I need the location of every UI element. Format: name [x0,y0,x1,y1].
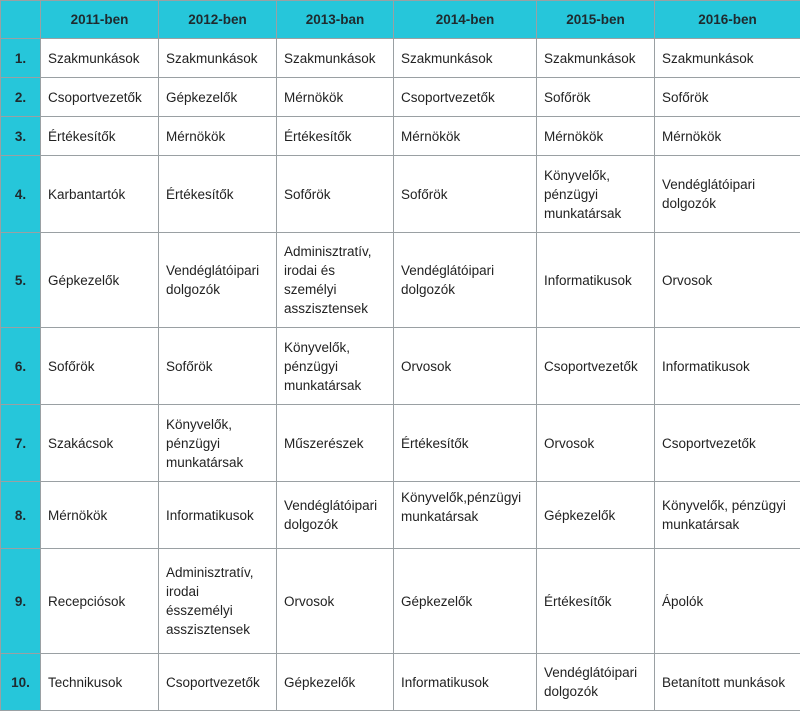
rank-label: 1. [1,39,41,78]
table-cell: Sofőrök [277,156,394,233]
table-cell: Csoportvezetők [655,405,800,482]
table-cell: Mérnökök [537,117,655,156]
table-cell: Sofőrök [41,328,159,405]
table-cell: Szakmunkások [277,39,394,78]
table-row [1,328,800,405]
table-cell: Gépkezelők [277,654,394,711]
table-cell: Sofőrök [655,78,800,117]
table-cell: Gépkezelők [41,233,159,328]
table-cell: Mérnökök [394,117,537,156]
table-cell: Értékesítők [159,156,277,233]
year-header-2014: 2014-ben [394,1,537,39]
table-cell: Szakmunkások [41,39,159,78]
table-row [1,549,800,654]
table-cell: Szakmunkások [655,39,800,78]
rank-label: 10. [1,654,41,711]
rank-label: 3. [1,117,41,156]
table-cell: Könyvelők, pénzügyi munkatársak [277,328,394,405]
table-cell: Szakácsok [41,405,159,482]
table-cell: Orvosok [537,405,655,482]
table-cell: Vendéglátóipari dolgozók [159,233,277,328]
table-row [1,654,800,711]
rank-label: 8. [1,482,41,549]
table-cell: Mérnökök [655,117,800,156]
table-cell: Könyvelők, pénzügyi munkatársak [537,156,655,233]
table-cell: Értékesítők [41,117,159,156]
table-cell: Informatikusok [655,328,800,405]
table-row [1,39,800,78]
table-cell: Sofőrök [394,156,537,233]
table-cell: Betanított munkások [655,654,800,711]
table-cell: Technikusok [41,654,159,711]
table-cell: Sofőrök [537,78,655,117]
table-cell: Szakmunkások [537,39,655,78]
table-cell: Informatikusok [537,233,655,328]
table-cell: Szakmunkások [159,39,277,78]
table-cell: Ápolók [655,549,800,654]
table-cell: Vendéglátóipari dolgozók [537,654,655,711]
year-header-2015: 2015-ben [537,1,655,39]
table-row [1,233,800,328]
year-header-2016: 2016-ben [655,1,800,39]
table-row [1,482,800,549]
table-cell: Gépkezelők [159,78,277,117]
table-row [1,78,800,117]
rank-label: 9. [1,549,41,654]
table-cell: Vendéglátóipari dolgozók [394,233,537,328]
table-row [1,156,800,233]
table-cell: Csoportvezetők [159,654,277,711]
rank-label: 2. [1,78,41,117]
table-cell: Orvosok [655,233,800,328]
table-cell: Mérnökök [41,482,159,549]
rank-label: 6. [1,328,41,405]
table-cell: Csoportvezetők [394,78,537,117]
table-cell: Értékesítők [277,117,394,156]
corner-header [1,1,41,39]
year-header-2013: 2013-ban [277,1,394,39]
rank-label: 4. [1,156,41,233]
table-cell: Adminisztratív, irodai és személyi asszisztensek [277,233,394,328]
table-row [1,405,800,482]
table-cell: Szakmunkások [394,39,537,78]
table-cell: Könyvelők, pénzügyi munkatársak [655,482,800,549]
table-cell: Orvosok [394,328,537,405]
table-cell: Adminisztratív, irodai ésszemélyi asszisztensek [159,549,277,654]
table-cell: Vendéglátóipari dolgozók [655,156,800,233]
table-cell: Informatikusok [159,482,277,549]
table-cell: Értékesítők [394,405,537,482]
table-cell: Gépkezelők [537,482,655,549]
table-cell: Könyvelők, pénzügyi munkatársak [159,405,277,482]
table-cell: Mérnökök [277,78,394,117]
table-cell: Recepciósok [41,549,159,654]
table-cell: Csoportvezetők [41,78,159,117]
table-cell: Mérnökök [159,117,277,156]
table-cell: Csoportvezetők [537,328,655,405]
table-cell: Sofőrök [159,328,277,405]
table-cell: Értékesítők [537,549,655,654]
year-header-2012: 2012-ben [159,1,277,39]
header-row [1,1,800,39]
table-cell: Karbantartók [41,156,159,233]
year-header-2011: 2011-ben [41,1,159,39]
rank-label: 5. [1,233,41,328]
table-cell: Orvosok [277,549,394,654]
table-cell: Könyvelők,pénzügyi munkatársak [394,482,537,549]
table-cell: Informatikusok [394,654,537,711]
table-cell: Gépkezelők [394,549,537,654]
table-cell: Vendéglátóipari dolgozók [277,482,394,549]
table-row [1,117,800,156]
table-cell: Műszerészek [277,405,394,482]
rank-label: 7. [1,405,41,482]
